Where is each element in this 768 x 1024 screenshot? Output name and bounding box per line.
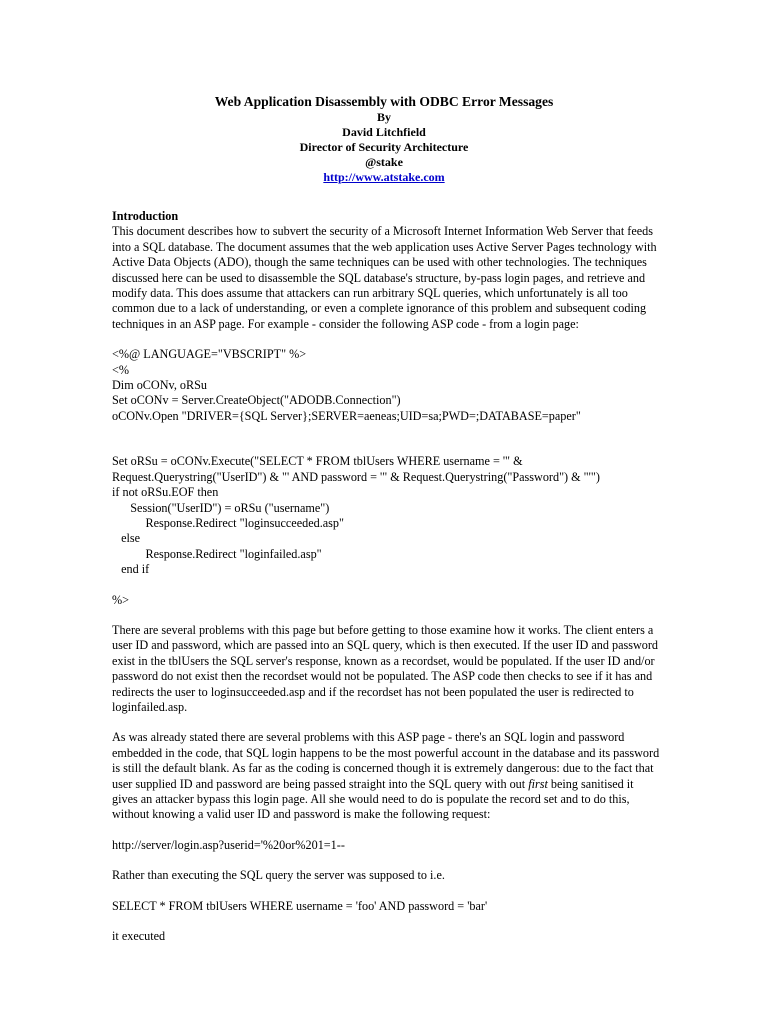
author-name: David Litchfield (342, 125, 426, 139)
code-line: Response.Redirect "loginfailed.asp" (112, 546, 322, 561)
code-line: else (112, 531, 141, 546)
document-title: Web Application Disassembly with ODBC Error Messages (214, 94, 554, 109)
code-block (112, 347, 660, 608)
intro-heading: Introduction (112, 209, 179, 223)
sql-query: SELECT * FROM tblUsers WHERE username = 'foo' AND password = 'bar' (112, 898, 488, 913)
code-line: Set oCONv = Server.CreateObject("ADODB.Connection") (112, 393, 401, 408)
code-line: %> (112, 592, 130, 607)
executed-paragraph: it executed (112, 929, 166, 944)
byline: By (376, 110, 391, 124)
problems-paragraph: As was already stated there are several problems with this ASP page - there's an SQL login and password embedded in the code, that SQL login happens to be the most powerful account in the database and its password is still the default blank. As far as the coding is concerned though it is extremely dangerous: due to the fact that user supplied ID and password are being passed straight into the SQL query with out first being sanitised it gives an attacker bypass this login page. All she would need to do is populate the record set and to do this, without knowing a valid user ID and password is make the following request: (112, 730, 660, 822)
emphasis-first: first (528, 776, 548, 791)
author-org: @stake (365, 155, 403, 169)
rather-paragraph: Rather than executing the SQL query the server was supposed to i.e. (112, 868, 445, 883)
code-line: oCONv.Open "DRIVER={SQL Server};SERVER=aeneas;UID=sa;PWD=;DATABASE=paper" (112, 408, 581, 423)
code-line: Request.Querystring("UserID") & "' AND password = '" & Request.Querystring("Password") & "'") (112, 469, 600, 484)
code-line: Dim oCONv, oRSu (112, 378, 208, 393)
website-link[interactable]: http://www.atstake.com (323, 170, 445, 184)
code-line: Set oRSu = oCONv.Execute("SELECT * FROM tblUsers WHERE username = '" & (112, 454, 523, 469)
intro-paragraph: This document describes how to subvert the security of a Microsoft Internet Information Web Server that feeds into a SQL database. The document assumes that the web application uses Active Server Pages technology with Active Data Objects (ADO), though the same techniques can be used with other technologies. The techniques discussed here can be used to disassemble the SQL database's structure, by-pass login pages, and retrieve and modify data. This does assume that attackers can run arbitrary SQL queries, which unfortunately is all too common due to a lack of understanding, or even a complete ignorance of this problem and subsequent coding techniques in an ASP page. For example - consider the following ASP code - from a login page: (112, 224, 657, 331)
explanation-paragraph: There are several problems with this page but before getting to those examine how it works. The client enters a user ID and password, which are passed into an SQL query, which is then executed. If the user ID and password exist in the tblUsers the SQL server's response, known as a recordset, would be populated. If the user ID and/or password do not exist then the recordset would not be populated. The ASP code then checks to see if it has and redirects the user to loginsucceeded.asp and if the recordset has not been populated the user is redirected to loginfailed.asp. (112, 622, 659, 714)
document-header (0, 94, 768, 185)
code-line: end if (112, 562, 150, 577)
document-body (112, 209, 660, 959)
code-line: <% (112, 362, 130, 377)
code-line: <%@ LANGUAGE="VBSCRIPT" %> (112, 347, 307, 362)
code-line: Response.Redirect "loginsucceeded.asp" (112, 515, 344, 530)
code-line: Session("UserID") = oRSu ("username") (112, 500, 330, 515)
request-url: http://server/login.asp?userid='%20or%201=1-- (112, 837, 345, 852)
code-line: if not oRSu.EOF then (112, 485, 219, 500)
author-role: Director of Security Architecture (299, 140, 469, 154)
